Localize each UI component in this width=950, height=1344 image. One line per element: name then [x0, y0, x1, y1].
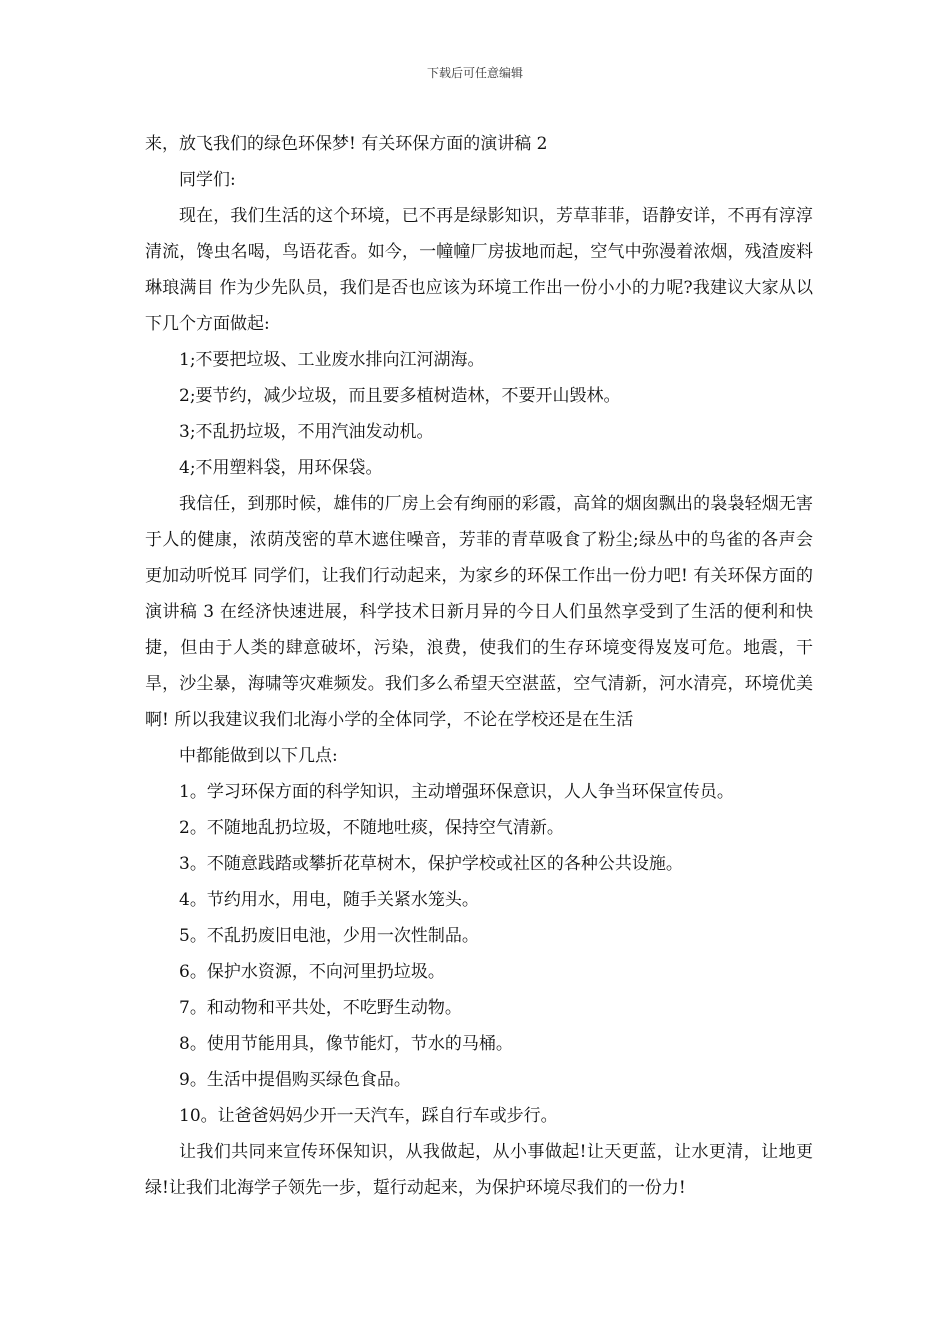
document-body [145, 126, 813, 1206]
paragraph-closing: 让我们共同来宣传环保知识，从我做起，从小事做起!让天更蓝，让水更清，让地更绿!让我们北海学子领先一步，踅行动起来，为保护环境尽我们的一份力! [145, 1142, 813, 1198]
point-item-9: 9。生活中提倡购买绿色食品。 [179, 1070, 411, 1090]
list-item-4: 4;不用塑料袋，用环保袋。 [179, 458, 383, 478]
paragraph-greeting: 同学们: [179, 170, 236, 190]
paragraph-8: 中都能做到以下几点: [179, 746, 338, 766]
list-item-1: 1;不要把垃圾、工业废水排向江河湖海。 [179, 350, 485, 370]
page-header: 下载后可任意编辑 [426, 66, 523, 80]
point-item-10: 10。让爸爸妈妈少开一天汽车，踩自行车或步行。 [179, 1106, 558, 1126]
point-item-2: 2。不随地乱扔垃圾，不随地吐痰，保持空气清新。 [179, 818, 564, 838]
point-item-1: 1。学习环保方面的科学知识，主动增强环保意识，人人争当环保宣传员。 [179, 782, 734, 802]
list-item-2: 2;要节约，减少垃圾，而且要多植树造林，不要开山毁林。 [179, 386, 621, 406]
point-item-4: 4。节约用水，用电，随手关紧水笼头。 [179, 890, 479, 910]
paragraph-0: 来，放飞我们的绿色环保梦! 有关环保方面的演讲稿 2 [145, 134, 548, 154]
paragraph-2: 现在，我们生活的这个环境，已不再是绿影知识，芳草菲菲，语静安详，不再有淳淳清流，馋虫名喝，鸟语花香。如今，一幢幢厂房拔地而起，空气中弥漫着浓烟，残渣废料琳琅满目 作为少先队员，我们是否也应该为环境工作出一份小小的力呢?我建议大家从以下几个方面做起: [145, 206, 813, 334]
point-item-3: 3。不随意践踏或攀折花草树木，保护学校或社区的各种公共设施。 [179, 854, 683, 874]
point-item-7: 7。和动物和平共处，不吃野生动物。 [179, 998, 462, 1018]
point-item-6: 6。保护水资源，不向河里扔垃圾。 [179, 962, 445, 982]
point-item-8: 8。使用节能用具，像节能灯，节水的马桶。 [179, 1034, 513, 1054]
list-item-3: 3;不乱扔垃圾，不用汽油发动机。 [179, 422, 434, 442]
point-item-5: 5。不乱扔废旧电池，少用一次性制品。 [179, 926, 479, 946]
paragraph-7: 我信任，到那时候，雄伟的厂房上会有绚丽的彩霞，高耸的烟囱飘出的袅袅轻烟无害于人的健康，浓荫茂密的草木遮住噪音，芳菲的青草吸食了粉尘;绿丛中的鸟雀的各声会更加动听悦耳 同学们，让我们行动起来，为家乡的环保工作出一份力吧! 有关环保方面的演讲稿 3 在经济快速进展，科学技术日新月异的今日人们虽然享受到了生活的便利和快捷，但由于人类的肆意破坏，污染，浪费，使我们的生存环境变得岌岌可危。地震，干旱，沙尘暴，海啸等灾难频发。我们多么希望天空湛蓝，空气清新，河水清亮，环境优美啊! 所以我建议我们北海小学的全体同学，不论在学校还是在生活 [145, 494, 813, 730]
